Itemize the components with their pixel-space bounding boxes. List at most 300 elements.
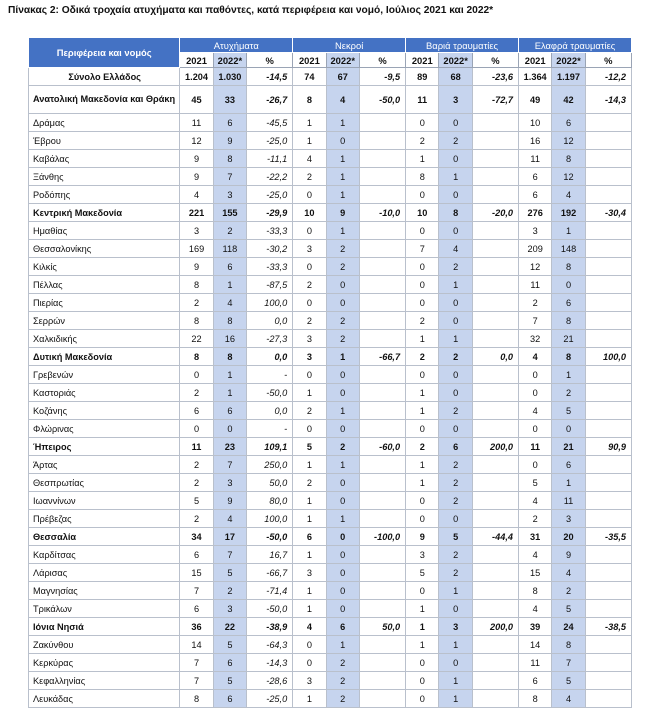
percent-change-cell: -45,5 [247,114,293,132]
value-2021-cell: 1 [406,150,439,168]
percent-change-cell: -66,7 [359,348,405,366]
value-2021-cell: 4 [519,402,552,420]
percent-change-cell: -12,2 [585,68,631,86]
value-2021-cell: 0 [406,510,439,528]
value-2021-cell: 6 [180,600,213,618]
value-2022-cell: 2 [326,258,359,276]
value-2021-cell: 8 [293,86,326,114]
row-label: Κιλκίς [29,258,180,276]
row-label: Πέλλας [29,276,180,294]
value-2022-cell: 1 [552,474,585,492]
prefecture-row [29,492,632,510]
value-2021-cell: 4 [180,186,213,204]
percent-change-cell: -29,9 [247,204,293,222]
prefecture-row [29,456,632,474]
value-2021-cell: 2 [293,312,326,330]
row-label: Ιωαννίνων [29,492,180,510]
percent-change-cell: -25,0 [247,690,293,708]
percent-change-cell [472,168,518,186]
value-2021-cell: 3 [293,564,326,582]
subheader-percent: % [247,53,293,68]
value-2021-cell: 2 [406,438,439,456]
value-2022-cell: 0 [326,132,359,150]
value-2022-cell: 2 [439,492,472,510]
value-2021-cell: 1 [293,456,326,474]
prefecture-row [29,132,632,150]
percent-change-cell [359,276,405,294]
percent-change-cell: -64,3 [247,636,293,654]
percent-change-cell: -38,9 [247,618,293,636]
percent-change-cell [585,150,631,168]
percent-change-cell: -26,7 [247,86,293,114]
row-label: Άρτας [29,456,180,474]
percent-change-cell: 0,0 [247,348,293,366]
value-2021-cell: 3 [293,330,326,348]
prefecture-row [29,240,632,258]
percent-change-cell [359,600,405,618]
value-2021-cell: 1 [293,114,326,132]
prefecture-row [29,474,632,492]
value-2022-cell: 1 [213,366,246,384]
subheader-2021: 2021 [519,53,552,68]
value-2021-cell: 0 [519,420,552,438]
value-2022-cell: 17 [213,528,246,546]
percent-change-cell [359,294,405,312]
prefecture-row [29,294,632,312]
value-2021-cell: 15 [519,564,552,582]
percent-change-cell: -30,4 [585,204,631,222]
value-2022-cell: 7 [213,168,246,186]
value-2022-cell: 5 [213,564,246,582]
value-2022-cell: 1 [439,330,472,348]
percent-change-cell: -38,5 [585,618,631,636]
value-2021-cell: 0 [293,366,326,384]
row-label: Λάρισας [29,564,180,582]
value-2022-cell: 0 [552,276,585,294]
value-2021-cell: 2 [406,348,439,366]
percent-change-cell: -33,3 [247,258,293,276]
value-2022-cell: 3 [439,618,472,636]
value-2021-cell: 5 [519,474,552,492]
value-2021-cell: 7 [519,312,552,330]
value-2021-cell: 11 [180,438,213,456]
percent-change-cell [585,114,631,132]
percent-change-cell: -50,0 [247,600,293,618]
value-2021-cell: 8 [180,348,213,366]
value-2022-cell: 0 [439,294,472,312]
value-2021-cell: 1 [293,510,326,528]
value-2021-cell: 11 [519,654,552,672]
percent-change-cell: -28,6 [247,672,293,690]
value-2022-cell: 1 [326,636,359,654]
value-2022-cell: 2 [326,690,359,708]
subheader-percent: % [472,53,518,68]
prefecture-row [29,276,632,294]
value-2022-cell: 0 [439,384,472,402]
value-2022-cell: 0 [552,420,585,438]
percent-change-cell: -30,2 [247,240,293,258]
value-2022-cell: 6 [439,438,472,456]
value-2022-cell: 8 [213,348,246,366]
value-2022-cell: 0 [326,420,359,438]
row-label: Κεντρική Μακεδονία [29,204,180,222]
percent-change-cell [472,150,518,168]
percent-change-cell: 90,9 [585,438,631,456]
value-2022-cell: 8 [552,312,585,330]
percent-change-cell: 100,0 [247,294,293,312]
percent-change-cell [585,168,631,186]
value-2022-cell: 2 [326,330,359,348]
value-2021-cell: 0 [406,492,439,510]
value-2021-cell: 31 [519,528,552,546]
prefecture-row [29,402,632,420]
value-2022-cell: 2 [439,132,472,150]
value-2021-cell: 0 [519,456,552,474]
percent-change-cell [585,276,631,294]
percent-change-cell: 250,0 [247,456,293,474]
value-2022-cell: 1 [439,168,472,186]
value-2021-cell: 1 [293,384,326,402]
value-2021-cell: 2 [180,510,213,528]
percent-change-cell: 200,0 [472,438,518,456]
value-2022-cell: 1 [326,456,359,474]
value-2021-cell: 1 [293,690,326,708]
value-2022-cell: 0 [439,366,472,384]
value-2021-cell: 10 [519,114,552,132]
value-2021-cell: 0 [293,636,326,654]
value-2021-cell: 3 [180,222,213,240]
percent-change-cell [585,186,631,204]
prefecture-row [29,420,632,438]
value-2022-cell: 5 [552,402,585,420]
value-2021-cell: 16 [519,132,552,150]
percent-change-cell [359,132,405,150]
value-2022-cell: 22 [213,618,246,636]
value-2021-cell: 4 [293,618,326,636]
prefecture-row [29,600,632,618]
value-2022-cell: 4 [326,86,359,114]
prefecture-row [29,258,632,276]
value-2021-cell: 6 [519,186,552,204]
value-2022-cell: 2 [439,546,472,564]
value-2021-cell: 4 [293,150,326,168]
prefecture-row [29,690,632,708]
value-2021-cell: 4 [519,492,552,510]
value-2021-cell: 1 [293,492,326,510]
value-2022-cell: 42 [552,86,585,114]
percent-change-cell [585,474,631,492]
percent-change-cell [585,312,631,330]
value-2022-cell: 0 [439,510,472,528]
prefecture-row [29,636,632,654]
value-2021-cell: 0 [293,222,326,240]
value-2021-cell: 0 [406,114,439,132]
percent-change-cell: -27,3 [247,330,293,348]
percent-change-cell: 100,0 [247,510,293,528]
value-2022-cell: 9 [213,132,246,150]
percent-change-cell: -100,0 [359,528,405,546]
value-2022-cell: 24 [552,618,585,636]
percent-change-cell [359,186,405,204]
value-2021-cell: 8 [180,276,213,294]
value-2021-cell: 0 [293,294,326,312]
value-2021-cell: 8 [180,690,213,708]
percent-change-cell [585,456,631,474]
value-2022-cell: 1 [326,222,359,240]
value-2021-cell: 0 [406,294,439,312]
percent-change-cell [472,366,518,384]
value-2022-cell: 2 [439,402,472,420]
percent-change-cell: 16,7 [247,546,293,564]
value-2021-cell: 0 [293,420,326,438]
value-2022-cell: 1 [552,366,585,384]
percent-change-cell [359,546,405,564]
prefecture-row [29,222,632,240]
subheader-percent: % [585,53,631,68]
percent-change-cell [359,672,405,690]
table-body [29,68,632,708]
value-2022-cell: 1 [326,186,359,204]
percent-change-cell: -87,5 [247,276,293,294]
percent-change-cell [585,222,631,240]
percent-change-cell [585,582,631,600]
percent-change-cell: 80,0 [247,492,293,510]
value-2021-cell: 8 [406,168,439,186]
percent-change-cell: -22,2 [247,168,293,186]
percent-change-cell [472,330,518,348]
percent-change-cell: 0,0 [247,312,293,330]
value-2022-cell: 1 [326,150,359,168]
prefecture-row [29,312,632,330]
value-2022-cell: 8 [439,204,472,222]
column-header-dead: Νεκροί [293,38,406,53]
value-2021-cell: 2 [293,168,326,186]
row-label: Ήπειρος [29,438,180,456]
value-2022-cell: 0 [326,546,359,564]
value-2022-cell: 4 [213,294,246,312]
value-2021-cell: 7 [180,654,213,672]
row-label: Τρικάλων [29,600,180,618]
value-2022-cell: 0 [439,186,472,204]
row-label: Ιόνια Νησιά [29,618,180,636]
percent-change-cell [472,600,518,618]
value-2022-cell: 0 [439,654,472,672]
total-row [29,68,632,86]
value-2022-cell: 1.197 [552,68,585,86]
value-2021-cell: 9 [406,528,439,546]
value-2021-cell: 4 [519,600,552,618]
value-2021-cell: 89 [406,68,439,86]
value-2022-cell: 3 [213,474,246,492]
value-2022-cell: 0 [326,492,359,510]
value-2022-cell: 0 [439,114,472,132]
value-2022-cell: 6 [552,456,585,474]
value-2022-cell: 2 [439,474,472,492]
value-2021-cell: 4 [519,546,552,564]
percent-change-cell [585,564,631,582]
value-2021-cell: 0 [406,222,439,240]
value-2022-cell: 12 [552,132,585,150]
value-2021-cell: 1 [406,600,439,618]
value-2021-cell: 14 [180,636,213,654]
value-2022-cell: 8 [552,636,585,654]
value-2021-cell: 7 [406,240,439,258]
prefecture-row [29,654,632,672]
value-2021-cell: 34 [180,528,213,546]
value-2021-cell: 3 [293,348,326,366]
percent-change-cell: -35,5 [585,528,631,546]
value-2022-cell: 0 [326,384,359,402]
value-2022-cell: 6 [213,690,246,708]
percent-change-cell: - [247,366,293,384]
value-2021-cell: 3 [519,222,552,240]
row-label: Ημαθίας [29,222,180,240]
value-2021-cell: 12 [519,258,552,276]
row-label: Μαγνησίας [29,582,180,600]
percent-change-cell [472,294,518,312]
value-2022-cell: 2 [552,582,585,600]
value-2022-cell: 4 [552,186,585,204]
value-2022-cell: 2 [439,564,472,582]
value-2022-cell: 7 [213,546,246,564]
percent-change-cell: -50,0 [247,528,293,546]
value-2021-cell: 0 [406,420,439,438]
percent-change-cell [359,258,405,276]
row-label: Ροδόπης [29,186,180,204]
value-2022-cell: 9 [552,546,585,564]
percent-change-cell [585,636,631,654]
value-2021-cell: 1 [406,474,439,492]
value-2022-cell: 1 [439,636,472,654]
percent-change-cell [472,312,518,330]
value-2022-cell: 23 [213,438,246,456]
percent-change-cell: -71,4 [247,582,293,600]
value-2021-cell: 5 [406,564,439,582]
value-2021-cell: 0 [293,258,326,276]
row-label: Θεσσαλονίκης [29,240,180,258]
row-label: Πρέβεζας [29,510,180,528]
percent-change-cell [472,654,518,672]
row-label: Καβάλας [29,150,180,168]
percent-change-cell [472,636,518,654]
row-label: Ξάνθης [29,168,180,186]
value-2022-cell: 1 [326,402,359,420]
value-2022-cell: 4 [552,690,585,708]
subheader-2022: 2022* [552,53,585,68]
percent-change-cell [585,420,631,438]
prefecture-row [29,546,632,564]
value-2022-cell: 0 [326,528,359,546]
value-2021-cell: 4 [519,348,552,366]
percent-change-cell [472,240,518,258]
percent-change-cell [585,690,631,708]
value-2021-cell: 11 [180,114,213,132]
value-2022-cell: 3 [439,86,472,114]
row-label: Θεσπρωτίας [29,474,180,492]
prefecture-row [29,168,632,186]
percent-change-cell [472,384,518,402]
row-label: Πιερίας [29,294,180,312]
value-2022-cell: 9 [326,204,359,222]
region-row [29,618,632,636]
value-2022-cell: 3 [552,510,585,528]
value-2022-cell: 2 [326,654,359,672]
value-2022-cell: 0 [439,222,472,240]
column-header-seriously-injured: Βαριά τραυματίες [406,38,519,53]
column-header-accidents: Ατυχήματα [180,38,293,53]
value-2022-cell: 5 [213,636,246,654]
value-2022-cell: 0 [326,276,359,294]
percent-change-cell [472,402,518,420]
value-2021-cell: 32 [519,330,552,348]
value-2022-cell: 0 [439,312,472,330]
header-row-groups [29,38,632,53]
percent-change-cell [359,690,405,708]
value-2022-cell: 6 [552,114,585,132]
row-label: Γρεβενών [29,366,180,384]
value-2021-cell: 6 [293,528,326,546]
percent-change-cell: 50,0 [359,618,405,636]
value-2021-cell: 7 [180,672,213,690]
value-2022-cell: 1 [439,672,472,690]
percent-change-cell [359,312,405,330]
region-row [29,438,632,456]
percent-change-cell: -44,4 [472,528,518,546]
value-2021-cell: 11 [406,86,439,114]
value-2022-cell: 2 [213,582,246,600]
value-2021-cell: 74 [293,68,326,86]
value-2022-cell: 6 [213,654,246,672]
value-2021-cell: 1.364 [519,68,552,86]
value-2022-cell: 8 [552,348,585,366]
value-2022-cell: 0 [326,600,359,618]
value-2022-cell: 21 [552,330,585,348]
subheader-2021: 2021 [293,53,326,68]
value-2021-cell: 11 [519,438,552,456]
percent-change-cell [585,510,631,528]
row-label: Σερρών [29,312,180,330]
value-2022-cell: 5 [439,528,472,546]
percent-change-cell [585,258,631,276]
value-2022-cell: 3 [213,600,246,618]
value-2021-cell: 1 [293,546,326,564]
value-2021-cell: 8 [519,690,552,708]
value-2022-cell: 5 [552,600,585,618]
percent-change-cell [585,366,631,384]
percent-change-cell: -11,1 [247,150,293,168]
percent-change-cell [472,420,518,438]
value-2022-cell: 0 [326,582,359,600]
value-2021-cell: 6 [519,672,552,690]
percent-change-cell: -72,7 [472,86,518,114]
row-label: Χαλκιδικής [29,330,180,348]
percent-change-cell: 200,0 [472,618,518,636]
value-2022-cell: 16 [213,330,246,348]
value-2021-cell: 1 [406,330,439,348]
prefecture-row [29,330,632,348]
value-2022-cell: 5 [213,672,246,690]
value-2021-cell: 0 [519,384,552,402]
percent-change-cell: 50,0 [247,474,293,492]
value-2022-cell: 1 [326,348,359,366]
prefecture-row [29,384,632,402]
value-2021-cell: 0 [180,366,213,384]
value-2022-cell: 155 [213,204,246,222]
value-2022-cell: 2 [439,456,472,474]
percent-change-cell: - [247,420,293,438]
value-2022-cell: 0 [213,420,246,438]
percent-change-cell [472,456,518,474]
